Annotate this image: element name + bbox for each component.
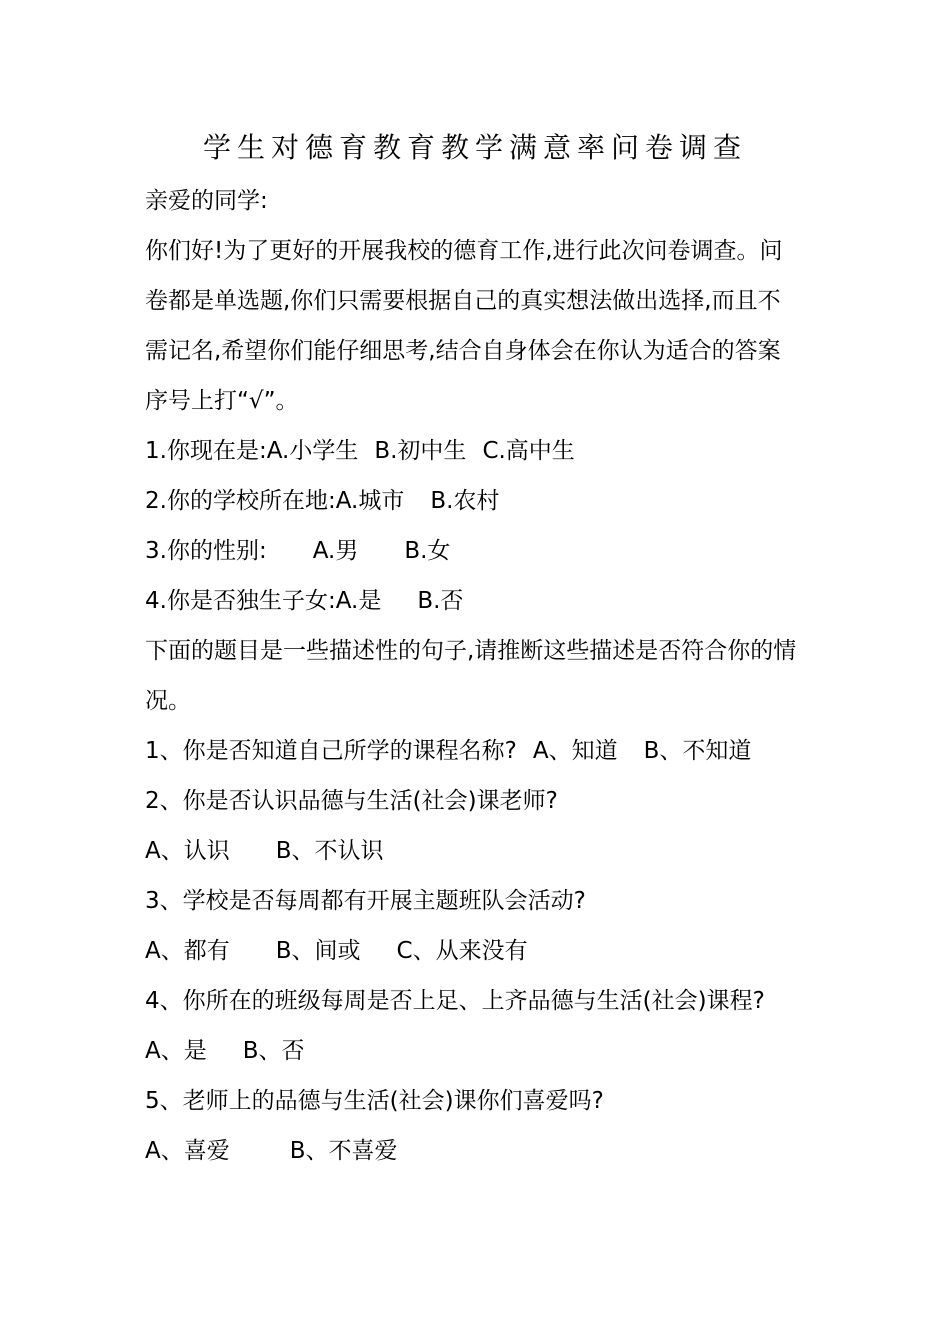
option: B、间或 (275, 938, 361, 964)
option: B.初中生 (374, 438, 467, 464)
option: A、是 (145, 1038, 207, 1064)
option: A、都有 (145, 938, 230, 964)
option: B.农村 (430, 488, 500, 514)
question-5: 5、老师上的品德与生活(社会)课你们喜爱吗? (145, 1088, 604, 1114)
option: A、认识 (145, 838, 230, 864)
question-text: 1.你现在是: (145, 438, 267, 464)
basic-question-3 (145, 526, 800, 576)
option: B.女 (404, 538, 451, 564)
option: C.高中生 (482, 438, 575, 464)
option: A、知道 (532, 738, 618, 764)
question-4: 4、你所在的班级每周是否上足、上齐品德与生活(社会)课程? (145, 988, 765, 1014)
option: A.城市 (335, 488, 405, 514)
option: B、否 (242, 1038, 305, 1064)
option: B、不喜爱 (289, 1138, 398, 1164)
greeting: 亲爱的同学: (145, 188, 268, 214)
page-title: 学生对德育教育教学满意率问卷调查 (202, 131, 747, 164)
option: B.否 (417, 588, 464, 614)
question-4-options (145, 1026, 800, 1076)
question-5-options (145, 1126, 800, 1176)
option: C、从来没有 (396, 938, 528, 964)
option: A.小学生 (266, 438, 359, 464)
option: A.男 (312, 538, 359, 564)
question-1 (145, 726, 800, 776)
question-3-options (145, 926, 800, 976)
document-body (145, 176, 800, 1176)
option: B、不认识 (275, 838, 384, 864)
basic-question-1 (145, 426, 800, 476)
section-instruction: 下面的题目是一些描述性的句子,请推断这些描述是否符合你的情况。 (145, 638, 797, 714)
question-2: 2、你是否认识品德与生活(社会)课老师? (145, 788, 558, 814)
option: B、不知道 (643, 738, 752, 764)
basic-question-4 (145, 576, 800, 626)
option: A、喜爱 (145, 1138, 230, 1164)
question-text: 3.你的性别: (145, 538, 267, 564)
basic-question-2 (145, 476, 800, 526)
question-3: 3、学校是否每周都有开展主题班队会活动? (145, 888, 586, 914)
question-text: 4.你是否独生子女: (145, 588, 336, 614)
question-text: 2.你的学校所在地: (145, 488, 336, 514)
option: A.是 (335, 588, 382, 614)
question-2-options (145, 826, 800, 876)
question-text: 1、你是否知道自己所学的课程名称? (145, 738, 517, 764)
intro-paragraph: 你们好!为了更好的开展我校的德育工作,进行此次问卷调查。问卷都是单选题,你们只需要根据自己的真实想法做出选择,而且不需记名,希望你们能仔细思考,结合自身体会在你认为适合的答案序号上打“√”。 (145, 238, 783, 414)
